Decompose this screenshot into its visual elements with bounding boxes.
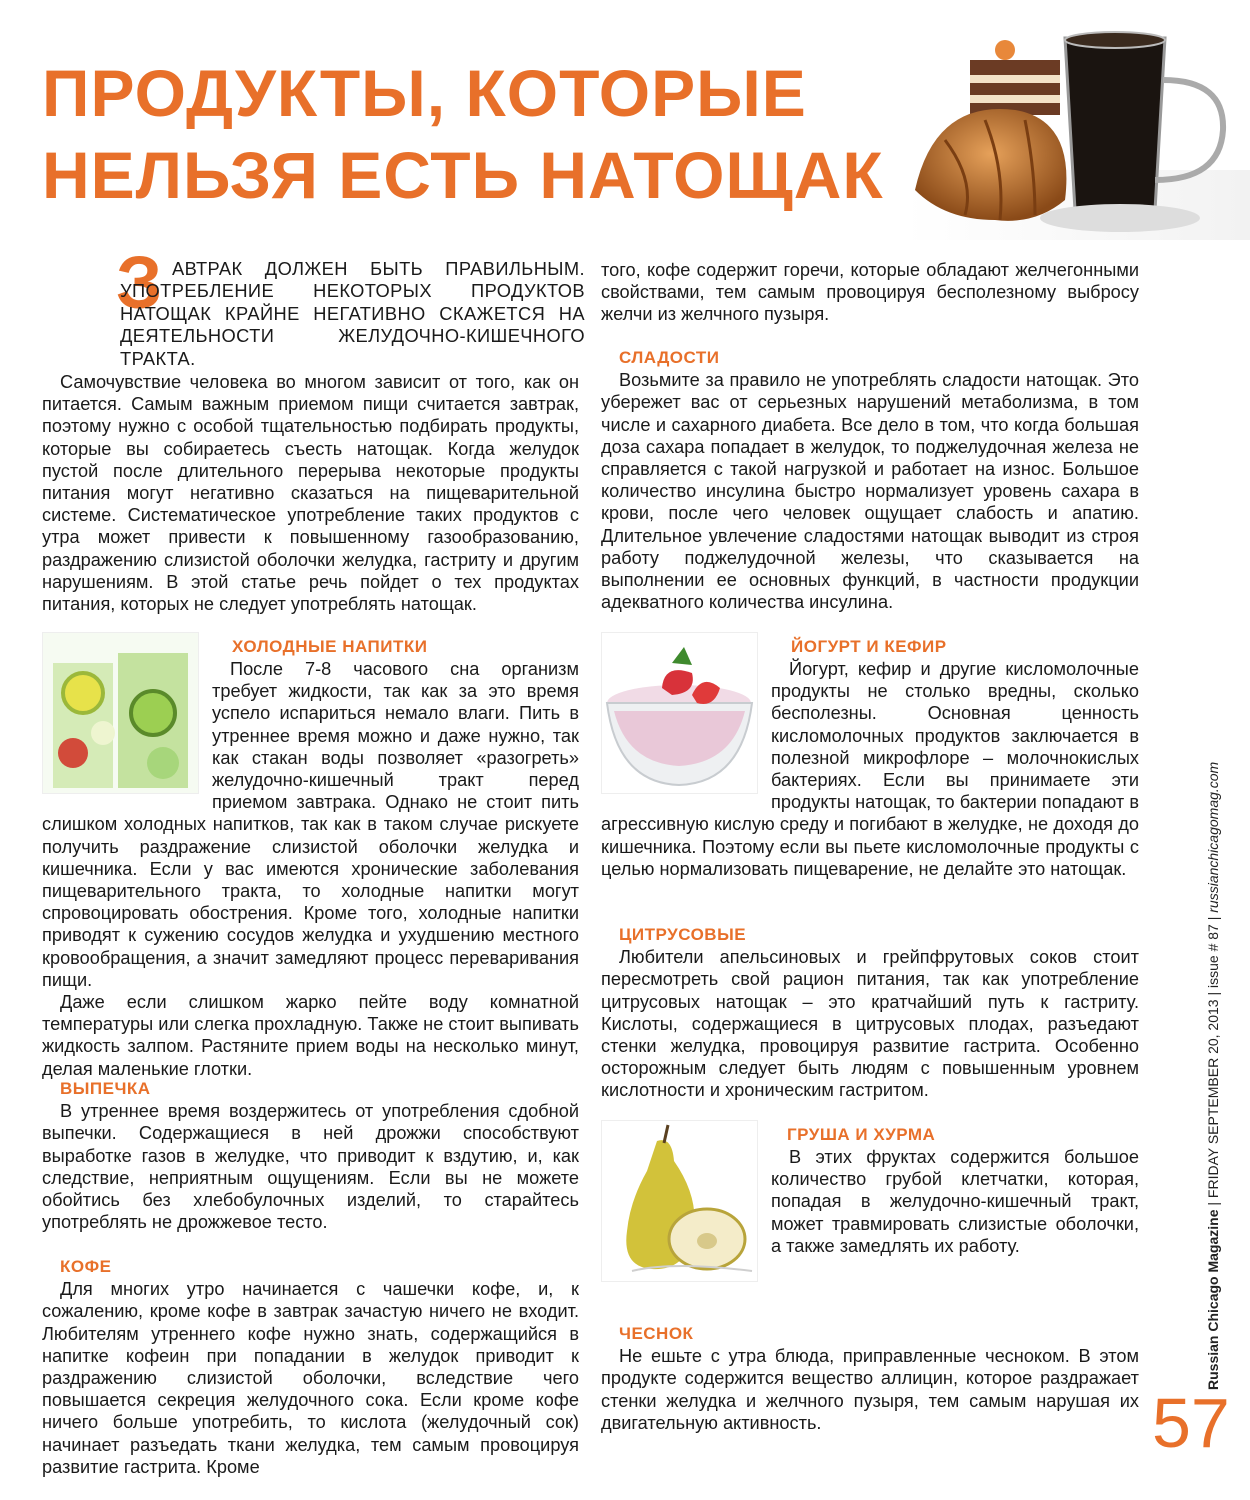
sweets-paragraph: Возьмите за правило не употреблять сладости натощак. Это убережет вас от серьезных нарушений метаболизма, в том числе и сахарного диабета. Все дело в том, что когда большая доза сахара попадает в желудок, то поджелудочная железа не справляется с такой нагрузкой и работает на износ. Большое количество инсулина быстро нормализует уровень сахара в крови, после чего человек ощущает слабость и апатию. Длительное увлечение сладостями натощак выводит из строя работу поджелудочной железы, что сказывается на выполнении ее основных функций, в частности продукции адекватного количества инсулина. (601, 370, 1139, 613)
yogurt-section (601, 636, 1139, 880)
coffee-continued (601, 259, 1139, 326)
magazine-name: Russian Chicago Magazine (1205, 1209, 1221, 1390)
cold-drinks-paragraph-1: После 7-8 часового сна организм требует жидкости, так как за это время успело испариться немало влаги. Пить в утреннее время можно и даже нужно, так как стакан воды позволяет «разогреть» желудочно-кишечный тракт перед приемом завтрака. Однако не стоит пить слишком холодных напитков, так как в таком случае рискуете получить раздражение слизистой оболочки желудка и кишечника. Если у вас имеются хронические заболевания пищеварительного тракта, то холодные напитки могут спровоцировать обострения. Кроме того, холодные напитки приводят к сужению сосудов желудка и ухудшению местного кровообращения, а значит замедляют процесс переваривания пищи. (42, 659, 579, 990)
cold-drinks-section (42, 636, 579, 1080)
intro-paragraph: Самочувствие человека во многом зависит от того, как он питается. Самым важным приемом пищи считается завтрак, поэтому нужно с особой тщательностью подбирать продукты, которые вы собираетесь съесть натощак. Когда желудок пустой после длительного перерыва некоторые продукты питания могут негативно сказаться на пищеварительной системе. Систематическое употребление таких продуктов с утра может привести к повышенному газообразованию, раздражению слизистой оболочки желудка, гастриту и другим нарушениям. В этой статье речь пойдет о тех продуктах питания, которых не следует употреблять натощак. (42, 372, 579, 615)
sweets-section (601, 347, 1139, 613)
cold-drinks-heading: ХОЛОДНЫЕ НАПИТКИ (232, 637, 428, 656)
garlic-paragraph: Не ешьте с утра блюда, приправленные чесноком. В этом продукте содержится вещество аллицин, которое раздражает стенки желудка и желчного пузыря, тем самым нарушая их двигательную активность. (601, 1346, 1139, 1433)
garlic-heading: ЧЕСНОК (619, 1324, 694, 1343)
issue-date: FRIDAY SEPTEMBER 20, 2013 (1205, 999, 1221, 1199)
page-number: 57 (1152, 1384, 1230, 1462)
bakery-section (42, 1078, 579, 1233)
drop-cap: З (116, 241, 163, 324)
lead-paragraph: АВТРАК ДОЛЖЕН БЫТЬ ПРАВИЛЬНЫМ. УПОТРЕБЛЕНИЕ НЕКОТОРЫХ ПРОДУКТОВ НАТОЩАК КРАЙНЕ НЕГАТИВНО СКАЖЕТСЯ НА ДЕЯТЕЛЬНОСТИ ЖЕЛУДОЧНО-КИШЕЧНОГО ТРАКТА. (120, 258, 585, 369)
citrus-paragraph: Любители апельсиновых и грейпфрутовых соков стоит пересмотреть свой рацион питания, так как употребление цитрусовых натощак – это кратчайший путь к гастриту. Кислоты, содержащиеся в цитрусовых плодах, разъедают стенки желудка, провоцируя развитие гастрита. Особенно осторожным следует быть людям с повышенным уровнем кислотности и хроническим гастритом. (601, 947, 1139, 1101)
cold-drinks-paragraph-2: Даже если слишком жарко пейте воду комнатной температуры или слегка прохладную. Также не стоит выпивать жидкость залпом. Растяните прием воды на несколько минут, делая маленькие глотки. (42, 992, 579, 1079)
citrus-section (601, 924, 1139, 1102)
hero-image-coffee-croissant (905, 20, 1250, 240)
issue-number: issue # 87 (1205, 924, 1221, 988)
pear-paragraph: В этих фруктах содержится большое количество грубой клетчатки, которая, попадая в желудочно-кишечный тракт, может травмировать слизистые оболочки, а также замедлять их работу. (771, 1147, 1139, 1256)
garlic-section (601, 1323, 1139, 1434)
sweets-heading: СЛАДОСТИ (619, 348, 720, 367)
pear-heading: ГРУША И ХУРМА (787, 1125, 936, 1144)
coffee-paragraph: Для многих утро начинается с чашечки кофе, и, к сожалению, кроме кофе в завтрак зачастую ничего не входит. Любителям утреннего кофе нужно знать, содержащийся в напитке кофеин при попадании в желудок приводит к раздражению слизистой оболочки, вследствие чего повышается секреция желудочного сока. Если кроме кофе ничего больше употребить, то кислота (желудочный сок) начинает разъедать ткани желудка, тем самым провоцируя развитие гастрита. Кроме (42, 1279, 579, 1477)
citrus-heading: ЦИТРУСОВЫЕ (619, 925, 747, 944)
coffee-heading: КОФЕ (60, 1257, 112, 1276)
bakery-paragraph: В утреннее время воздержитесь от употребления сдобной выпечки. Содержащиеся в ней дрожжи способствуют выработке газов в желудке, что приводит к вздутию, и, как следствие, неприятным ощущениям. Если вы не можете обойтись без хлебобулочных изделий, то старайтесь употреблять не дрожжевое тесто. (42, 1101, 579, 1233)
intro-section (42, 371, 579, 615)
website: russianchicagomag.com (1205, 761, 1221, 913)
sidebar-credit: Russian Chicago Magazine | FRIDAY SEPTEMBER 20, 2013 | issue # 87 | russianchicagomag.com (1205, 761, 1221, 1390)
coffee-section (42, 1256, 579, 1478)
yogurt-paragraph: Йогурт, кефир и другие кисломолочные продукты не столько вредны, сколько бесполезны. Основная ценность кисломолочных продуктов заключается в полезной микрофлоре – молочнокислых бактериях. Если вы принимаете эти продукты натощак, то бактерии попадают в агрессивную кислую среду и погибают в желудке, не доходя до кишечника. Поэтому если вы пьете кисломолочные продукты с целью нормализовать пищеварение, не делайте это натощак. (601, 659, 1139, 879)
yogurt-heading: ЙОГУРТ И КЕФИР (791, 637, 947, 656)
pear-section (601, 1124, 1139, 1296)
article-title: ПРОДУКТЫ, КОТОРЫЕ НЕЛЬЗЯ ЕСТЬ НАТОЩАК (42, 56, 884, 212)
coffee-paragraph-continued: того, кофе содержит горечи, которые обладают желчегонными свойствами, тем самым провоцируя бесполезному выбросу желчи из желчного пузыря. (601, 260, 1139, 325)
bakery-heading: ВЫПЕЧКА (60, 1079, 151, 1098)
